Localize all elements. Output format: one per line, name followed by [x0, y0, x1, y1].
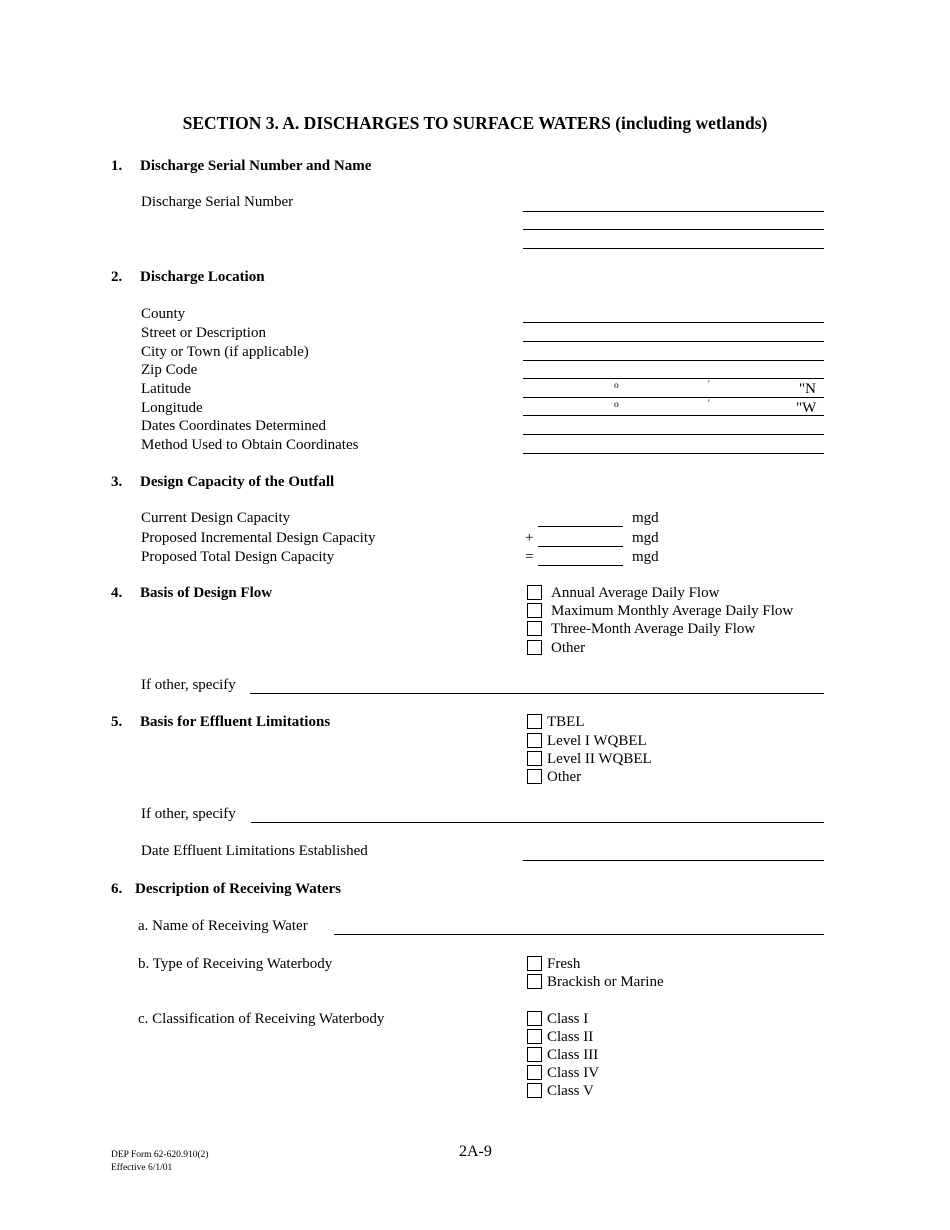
- receiving-water-name-field[interactable]: [334, 934, 824, 935]
- longitude-minute-mark: ': [708, 399, 710, 409]
- flow-other-specify-label: If other, specify: [141, 677, 236, 693]
- discharge-name-field-1[interactable]: [523, 229, 824, 230]
- discharge-serial-number-field[interactable]: [523, 211, 824, 212]
- level-1-wqbel-label: Level I WQBEL: [547, 733, 647, 749]
- flow-other-specify-field[interactable]: [250, 693, 824, 694]
- fresh-checkbox[interactable]: [527, 956, 542, 971]
- waterbody-type-label: b. Type of Receiving Waterbody: [138, 956, 333, 972]
- street-field[interactable]: [523, 341, 824, 342]
- latitude-label: Latitude: [141, 381, 191, 397]
- annual-average-label: Annual Average Daily Flow: [551, 585, 720, 601]
- city-label: City or Town (if applicable): [141, 344, 309, 360]
- dates-coordinates-label: Dates Coordinates Determined: [141, 418, 326, 434]
- current-capacity-unit: mgd: [632, 510, 659, 526]
- total-capacity-unit: mgd: [632, 549, 659, 565]
- method-coordinates-label: Method Used to Obtain Coordinates: [141, 437, 359, 453]
- zip-label: Zip Code: [141, 362, 198, 378]
- limitation-other-specify-label: If other, specify: [141, 806, 236, 822]
- section-5-number: 5.: [111, 714, 123, 730]
- flow-other-label: Other: [551, 640, 586, 656]
- current-capacity-field[interactable]: [538, 526, 623, 527]
- section-3-heading: Design Capacity of the Outfall: [140, 474, 335, 490]
- class-3-checkbox[interactable]: [527, 1047, 542, 1062]
- level-2-wqbel-label: Level II WQBEL: [547, 751, 652, 767]
- waterbody-classification-label: c. Classification of Receiving Waterbody: [138, 1011, 385, 1027]
- method-coordinates-field[interactable]: [523, 453, 824, 454]
- footer-effective-date: Effective 6/1/01: [111, 1163, 173, 1173]
- longitude-suffix: "W: [796, 400, 817, 416]
- class-2-checkbox[interactable]: [527, 1029, 542, 1044]
- zip-field[interactable]: [523, 378, 824, 379]
- class-5-checkbox[interactable]: [527, 1083, 542, 1098]
- page-title: SECTION 3. A. DISCHARGES TO SURFACE WATERS (including wetlands): [182, 113, 768, 133]
- total-capacity-label: Proposed Total Design Capacity: [141, 549, 335, 565]
- plus-sign: +: [525, 530, 534, 546]
- class-1-checkbox[interactable]: [527, 1011, 542, 1026]
- section-2-heading: Discharge Location: [140, 269, 265, 285]
- receiving-water-name-label: a. Name of Receiving Water: [138, 918, 308, 934]
- latitude-suffix: "N: [799, 381, 816, 397]
- latitude-field[interactable]: [523, 397, 824, 398]
- brackish-marine-label: Brackish or Marine: [547, 974, 664, 990]
- city-field[interactable]: [523, 360, 824, 361]
- page-number: 2A-9: [459, 1143, 492, 1160]
- incremental-capacity-field[interactable]: [538, 546, 623, 547]
- county-label: County: [141, 306, 186, 322]
- footer-form-number: DEP Form 62-620.910(2): [111, 1150, 209, 1160]
- class-5-label: Class V: [547, 1083, 594, 1099]
- section-3-number: 3.: [111, 474, 123, 490]
- class-4-checkbox[interactable]: [527, 1065, 542, 1080]
- discharge-name-field-2[interactable]: [523, 248, 824, 249]
- latitude-degree-mark: o: [614, 381, 619, 391]
- maximum-monthly-checkbox[interactable]: [527, 603, 542, 618]
- date-limitations-field[interactable]: [523, 860, 824, 861]
- tbel-label: TBEL: [547, 714, 585, 730]
- incremental-capacity-unit: mgd: [632, 530, 659, 546]
- discharge-serial-number-label: Discharge Serial Number: [141, 194, 294, 210]
- date-limitations-label: Date Effluent Limitations Established: [141, 843, 368, 859]
- three-month-label: Three-Month Average Daily Flow: [551, 621, 756, 637]
- class-4-label: Class IV: [547, 1065, 600, 1081]
- limitation-other-checkbox[interactable]: [527, 769, 542, 784]
- section-6-heading: Description of Receiving Waters: [135, 881, 341, 897]
- longitude-field[interactable]: [523, 415, 824, 416]
- county-field[interactable]: [523, 322, 824, 323]
- latitude-minute-mark: ': [708, 380, 710, 390]
- total-capacity-field[interactable]: [538, 565, 623, 566]
- section-4-number: 4.: [111, 585, 123, 601]
- brackish-marine-checkbox[interactable]: [527, 974, 542, 989]
- incremental-capacity-label: Proposed Incremental Design Capacity: [141, 530, 376, 546]
- section-2-number: 2.: [111, 269, 123, 285]
- class-3-label: Class III: [547, 1047, 599, 1063]
- section-1-number: 1.: [111, 158, 123, 174]
- limitation-other-label: Other: [547, 769, 582, 785]
- fresh-label: Fresh: [547, 956, 581, 972]
- annual-average-checkbox[interactable]: [527, 585, 542, 600]
- limitation-other-specify-field[interactable]: [251, 822, 824, 823]
- longitude-degree-mark: o: [614, 400, 619, 410]
- class-2-label: Class II: [547, 1029, 594, 1045]
- section-6-number: 6.: [111, 881, 123, 897]
- dates-coordinates-field[interactable]: [523, 434, 824, 435]
- level-2-wqbel-checkbox[interactable]: [527, 751, 542, 766]
- section-1-heading: Discharge Serial Number and Name: [140, 158, 372, 174]
- maximum-monthly-label: Maximum Monthly Average Daily Flow: [551, 603, 794, 619]
- section-4-heading: Basis of Design Flow: [140, 585, 273, 601]
- three-month-checkbox[interactable]: [527, 621, 542, 636]
- street-label: Street or Description: [141, 325, 266, 341]
- current-capacity-label: Current Design Capacity: [141, 510, 291, 526]
- section-5-heading: Basis for Effluent Limitations: [140, 714, 331, 730]
- tbel-checkbox[interactable]: [527, 714, 542, 729]
- class-1-label: Class I: [547, 1011, 589, 1027]
- equals-sign: =: [525, 549, 534, 565]
- level-1-wqbel-checkbox[interactable]: [527, 733, 542, 748]
- longitude-label: Longitude: [141, 400, 203, 416]
- flow-other-checkbox[interactable]: [527, 640, 542, 655]
